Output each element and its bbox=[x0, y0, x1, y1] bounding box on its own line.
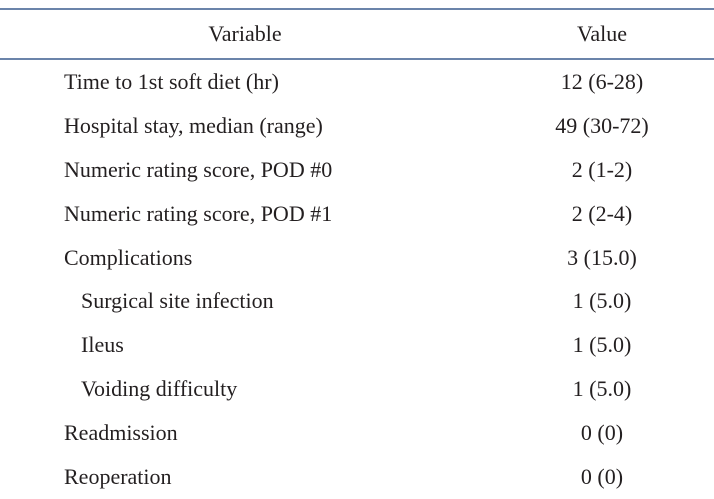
row-value: 1 (5.0) bbox=[572, 288, 632, 314]
row-label: Reoperation bbox=[64, 464, 172, 490]
table-header bbox=[0, 10, 714, 58]
row-value: 0 (0) bbox=[580, 464, 624, 490]
row-value: 2 (2-4) bbox=[571, 200, 633, 226]
column-header-value: Value bbox=[576, 21, 628, 46]
column-header-variable: Variable bbox=[208, 21, 282, 46]
row-label: Surgical site infection bbox=[81, 288, 274, 314]
row-label: Readmission bbox=[64, 420, 178, 446]
table-body bbox=[0, 60, 714, 499]
row-label: Voiding difficulty bbox=[81, 376, 238, 402]
row-label: Complications bbox=[64, 244, 193, 270]
table-row-subitem bbox=[0, 367, 714, 411]
table-row-subitem bbox=[0, 279, 714, 323]
table-row bbox=[0, 411, 714, 455]
row-value: 3 (15.0) bbox=[567, 244, 637, 270]
row-label: Numeric rating score, POD #0 bbox=[64, 156, 333, 182]
row-label: Ileus bbox=[81, 332, 124, 358]
table-row bbox=[0, 455, 714, 499]
table-row bbox=[0, 104, 714, 148]
row-value: 1 (5.0) bbox=[572, 376, 632, 402]
row-label: Time to 1st soft diet (hr) bbox=[64, 69, 279, 94]
row-value: 0 (0) bbox=[580, 420, 624, 446]
row-value: 1 (5.0) bbox=[572, 332, 632, 358]
table-row bbox=[0, 236, 714, 280]
row-label: Numeric rating score, POD #1 bbox=[64, 200, 333, 226]
table-row bbox=[0, 60, 714, 104]
row-value: 12 (6-28) bbox=[560, 69, 644, 94]
row-value: 49 (30-72) bbox=[555, 112, 649, 138]
table-row bbox=[0, 148, 714, 192]
row-value: 2 (1-2) bbox=[571, 156, 633, 182]
table-row bbox=[0, 192, 714, 236]
table-row-subitem bbox=[0, 323, 714, 367]
row-label: Hospital stay, median (range) bbox=[64, 112, 323, 138]
